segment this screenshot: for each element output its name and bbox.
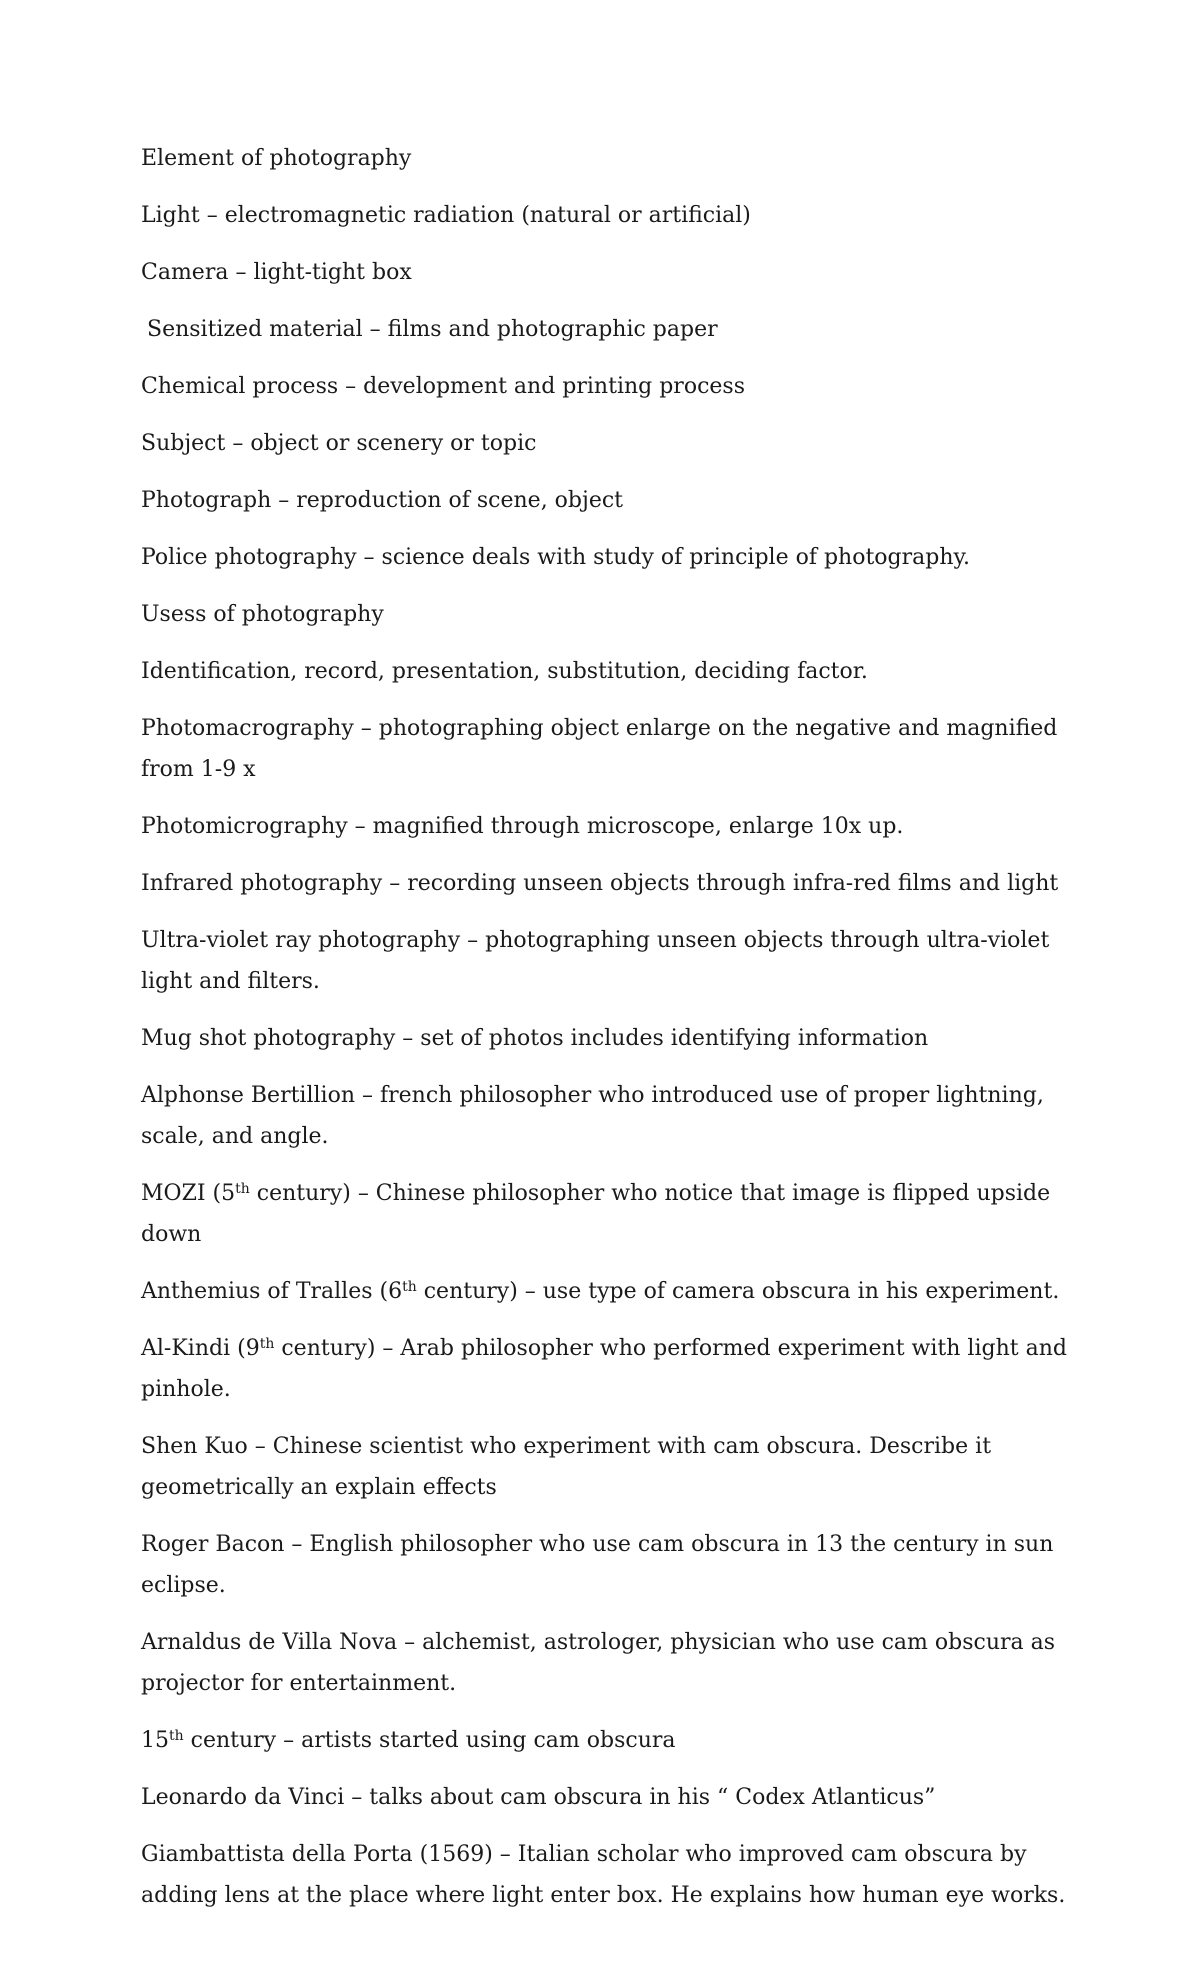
paragraph: Alphonse Bertillion – french philosopher who introduced use of proper lightning, scale, and angle. — [141, 1083, 1051, 1149]
paragraph: Infrared photography – recording unseen objects through infra-red films and light — [141, 871, 1059, 896]
paragraph — [141, 1271, 1076, 1312]
document-body — [141, 138, 1076, 1932]
paragraph-text: century) – Chinese philosopher who notice that image is flipped upside down — [141, 1181, 1058, 1247]
paragraph: Light – electromagnetic radiation (natural or artificial) — [141, 203, 751, 228]
paragraph: Leonardo da Vinci – talks about cam obscura in his “ Codex Atlanticus” — [141, 1785, 936, 1810]
paragraph: Photomicrography – magnified through microscope, enlarge 10x up. — [141, 814, 904, 839]
paragraph: Element of photography — [141, 146, 412, 171]
paragraph — [141, 1173, 1076, 1255]
paragraph: Arnaldus de Villa Nova – alchemist, astrologer, physician who use cam obscura as projector for entertainment. — [141, 1630, 1063, 1696]
paragraph: Roger Bacon – English philosopher who use cam obscura in 13 the century in sun eclipse. — [141, 1532, 1061, 1598]
paragraph-text: MOZI (5 — [141, 1181, 236, 1206]
paragraph-text: century) – use type of camera obscura in his experiment. — [416, 1279, 1060, 1304]
paragraph-text: Al-Kindi (9 — [141, 1336, 260, 1361]
paragraph: Camera – light-tight box — [141, 260, 412, 285]
paragraph-text: 15 — [141, 1728, 169, 1753]
paragraph: Giambattista della Porta (1569) – Italian scholar who improved cam obscura by adding lens at the place where light enter box. He explains how human eye works. — [141, 1842, 1066, 1908]
ordinal-superscript: th — [259, 1336, 275, 1352]
paragraph-text: Anthemius of Tralles (6 — [141, 1279, 403, 1304]
paragraph: Identification, record, presentation, substitution, deciding factor. — [141, 659, 868, 684]
paragraph: Sensitized material – films and photographic paper — [147, 317, 718, 342]
paragraph-text: century – artists started using cam obscura — [183, 1728, 676, 1753]
ordinal-superscript: th — [169, 1728, 184, 1744]
paragraph: Mug shot photography – set of photos includes identifying information — [141, 1026, 929, 1051]
paragraph: Usess of photography — [141, 602, 384, 627]
paragraph: Subject – object or scenery or topic — [141, 431, 537, 456]
paragraph — [141, 1328, 1076, 1410]
ordinal-superscript: th — [402, 1279, 417, 1295]
ordinal-superscript: th — [235, 1181, 250, 1197]
paragraph: Chemical process – development and printing process — [141, 374, 745, 399]
paragraph: Photograph – reproduction of scene, object — [141, 488, 624, 513]
paragraph — [141, 1720, 1076, 1761]
paragraph: Photomacrography – photographing object enlarge on the negative and magnified from 1-9 x — [141, 716, 1065, 782]
paragraph: Ultra-violet ray photography – photographing unseen objects through ultra-violet light and filters. — [141, 928, 1057, 994]
paragraph-text: century) – Arab philosopher who performed experiment with light and pinhole. — [141, 1336, 1074, 1402]
paragraph: Shen Kuo – Chinese scientist who experiment with cam obscura. Describe it geometrically an explain effects — [141, 1434, 999, 1500]
paragraph: Police photography – science deals with study of principle of photography. — [141, 545, 971, 570]
